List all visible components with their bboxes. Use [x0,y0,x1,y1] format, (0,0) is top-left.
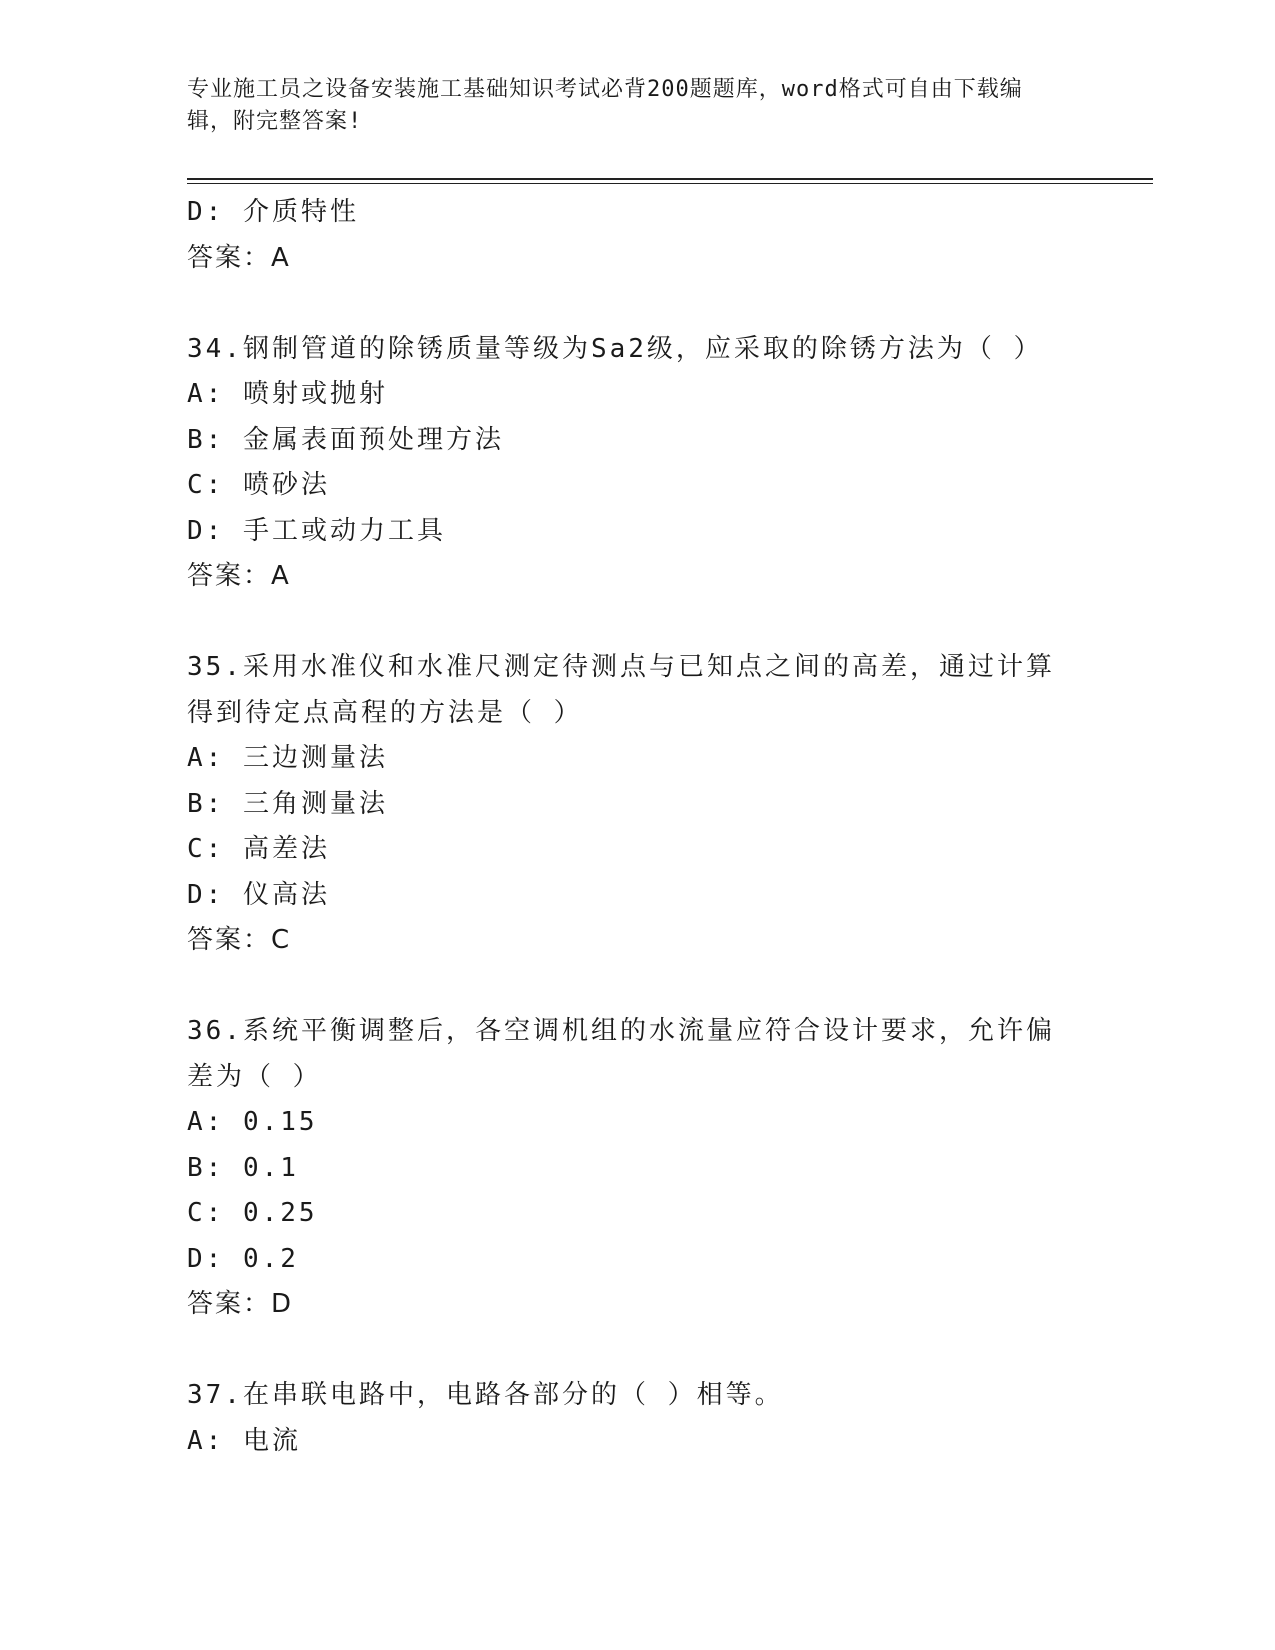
option-d: D: 0.2 [187,1243,299,1274]
answer-line: 答案：C [187,925,292,955]
option-c: C: 0.25 [187,1198,318,1228]
question-text: 36.系统平衡调整后，各空调机组的水流量应符合设计要求，允许偏差为（ ） [187,1016,1055,1092]
question-block-35 [187,645,1087,964]
header-divider-thin [187,183,1153,184]
question-text: 34.钢制管道的除锈质量等级为Sa2级，应采取的除锈方法为（ ） [187,333,1043,364]
question-block-36 [187,1009,1087,1328]
option-d: D: 手工或动力工具 [187,515,446,546]
option-c: C: 高差法 [187,834,330,864]
option-b: B: 金属表面预处理方法 [187,424,504,455]
answer-line: 答案：A [187,242,291,273]
document-header: 专业施工员之设备安装施工基础知识考试必背200题题库，word格式可自由下载编辑，附完整答案! [187,77,1023,134]
question-block-34 [187,327,1087,600]
option-c: C: 喷砂法 [187,470,330,500]
option-a: A: 电流 [187,1425,301,1456]
question-text: 37.在串联电路中，电路各部分的（ ）相等。 [187,1380,784,1410]
option-a: A: 三边测量法 [187,743,388,773]
header-divider [187,178,1153,180]
option-a: A: 0.15 [187,1107,318,1137]
option-b: B: 三角测量法 [187,788,388,819]
option-d: D: 介质特性 [187,197,359,227]
question-block-37 [187,1373,1087,1464]
answer-line: 答案：D [187,1289,294,1319]
option-b: B: 0.1 [187,1152,299,1183]
question-text: 35.采用水准仪和水准尺测定待测点与已知点之间的高差，通过计算得到待定点高程的方法是（ ） [187,652,1055,728]
answer-line: 答案：A [187,561,291,591]
question-list [187,190,1087,1464]
option-a: A: 喷射或抛射 [187,379,388,409]
option-d: D: 仪高法 [187,879,330,910]
